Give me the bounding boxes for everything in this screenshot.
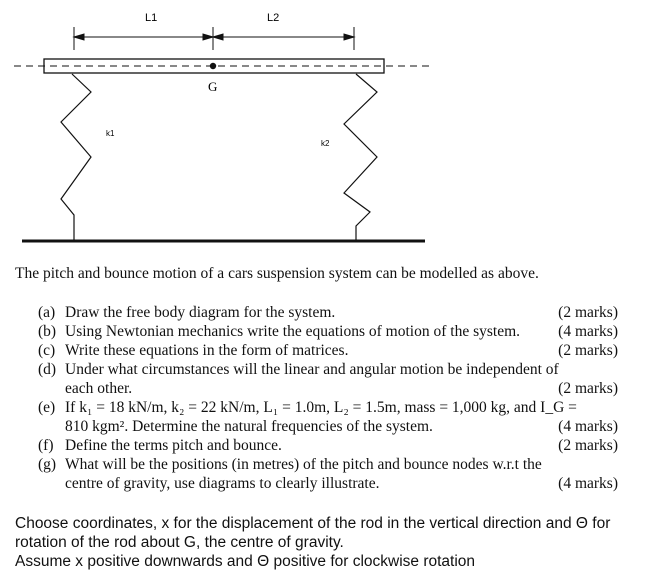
question-label: (e) <box>38 399 56 416</box>
question-text: If k₁ = 18 kN/m, k₂ = 22 kN/m, L₁ = 1.0m, L₂ = 1.5m, mass = 1,000 kg, and I_G = <box>65 399 577 416</box>
suspension-diagram <box>0 0 645 255</box>
question-text-continued: centre of gravity, use diagrams to clearly illustrate. <box>65 475 380 492</box>
question-b <box>38 322 618 341</box>
dimension-lines <box>74 27 354 50</box>
spring-k2 <box>344 74 377 240</box>
question-marks: (2 marks) <box>558 380 618 397</box>
label-k1: k1 <box>106 129 115 138</box>
label-l1: L1 <box>145 12 158 24</box>
question-text: Using Newtonian mechanics write the equations of motion of the system. <box>65 323 521 340</box>
label-g: G <box>208 79 218 94</box>
question-f <box>38 436 618 455</box>
question-marks: (2 marks) <box>558 304 618 321</box>
question-marks: (2 marks) <box>558 437 618 454</box>
label-l2: L2 <box>267 12 280 24</box>
question-text: Draw the free body diagram for the system. <box>65 304 336 321</box>
question-a <box>38 303 618 322</box>
notes-line-3: Assume x positive downwards and Θ positive for clockwise rotation <box>15 553 476 570</box>
notes <box>15 514 610 571</box>
question-text: What will be the positions (in metres) of the pitch and bounce nodes w.r.t the <box>65 456 542 473</box>
question-text: Write these equations in the form of matrices. <box>65 342 349 359</box>
question-g <box>38 455 618 493</box>
question-marks: (4 marks) <box>558 418 618 435</box>
centre-of-gravity <box>210 63 216 69</box>
question-d <box>38 360 618 398</box>
question-text-continued: each other. <box>65 380 133 397</box>
question-marks: (4 marks) <box>558 475 618 492</box>
question-marks: (4 marks) <box>558 323 618 340</box>
question-text-continued: 810 kgm². Determine the natural frequencies of the system. <box>65 418 433 435</box>
question-text: Define the terms pitch and bounce. <box>65 437 282 454</box>
question-label: (f) <box>38 437 54 454</box>
notes-line-2: rotation of the rod about G, the centre of gravity. <box>15 534 344 551</box>
spring-k1 <box>61 74 91 240</box>
question-label: (g) <box>38 456 57 473</box>
label-k2: k2 <box>321 139 330 148</box>
question-c <box>38 341 618 360</box>
notes-line-1: Choose coordinates, x for the displacement of the rod in the vertical direction and Θ for <box>15 515 611 532</box>
question-label: (b) <box>38 323 57 340</box>
question-marks: (2 marks) <box>558 342 618 359</box>
question-e <box>38 398 618 436</box>
question-label: (a) <box>38 304 56 321</box>
intro-text: The pitch and bounce motion of a cars suspension system can be modelled as above. <box>15 265 539 282</box>
question-label: (d) <box>38 361 57 378</box>
question-list <box>38 303 618 493</box>
question-text: Under what circumstances will the linear and angular motion be independent of <box>65 361 559 378</box>
question-label: (c) <box>38 342 56 359</box>
